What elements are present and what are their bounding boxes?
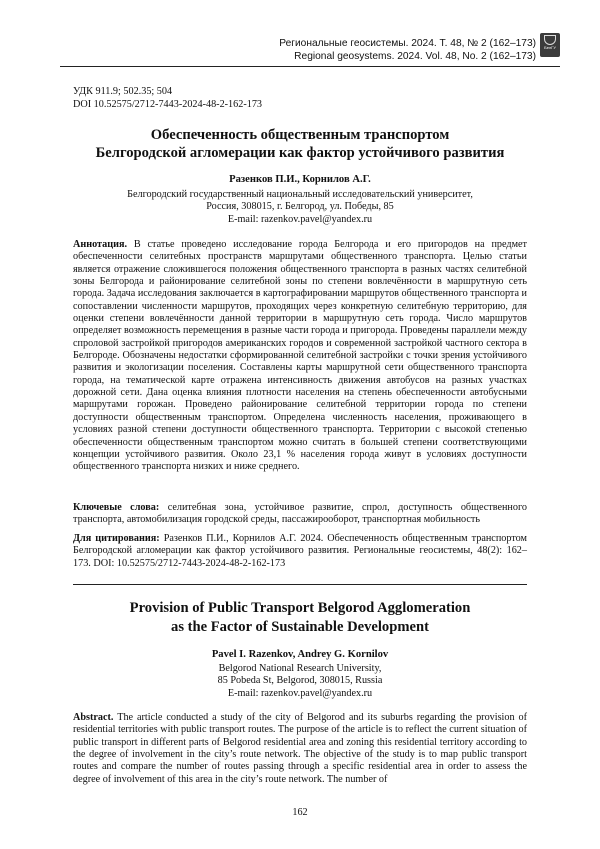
affiliation-en-email: E-mail: razenkov.pavel@yandex.ru: [227, 687, 373, 699]
header-rule: [60, 66, 560, 67]
affiliation-ru-line-2: Россия, 308015, г. Белгород, ул. Победы, 85: [206, 201, 394, 213]
authors-en: Pavel I. Razenkov, Andrey G. Kornilov: [211, 649, 389, 660]
university-logo-icon: [540, 33, 560, 57]
journal-citation-ru: Региональные геосистемы. 2024. Т. 48, № 2 (162–173): [279, 38, 536, 49]
affiliation-ru-line-1: Белгородский государственный национальный исследовательский университет,: [127, 189, 473, 200]
journal-header: [279, 37, 536, 63]
abstract-ru-text: В статье проведено исследование города Белгорода и его пригородов на предмет обеспеченности селитебных пространств маршрутами общественного транспорта. Целью статьи является отражение сложившегося положения общественного транспорта в разных частях селитебной зоны Белгорода и районирование селитебной зоны по степени вовлечённости в маршрутную сеть города. Задача исследования заключается в картографировании маршрутов общественного транспорта и сопоставлении численности маршрутов, проходящих через конкретную селитебную территорию, для оценки степени вовлечённости данной территории в маршрутную сеть города. Число маршрутов определяет возможность перемещения в разные части города и пригорода. Проведены параллели между спроловой застройкой пригородов американских городов и современной застройкой частного сектора в Белгороде. Обозначены недостатки сформированной селитебной застройки с точки зрения устойчивого развития и экологизации поселения. Составлены карты маршрутной сети общественного транспорта города, на тематической карте отражена интенсивность движения автобусов на разных участках дорожной сети. Дана оценка влияния плотности населения на степень обеспеченности автобусными маршрутами горожан. Проведено районирование селитебной территории города по степени доступности общественным транспортом. Определена численность населения, проживающего в условиях разной степени доступности общественного транспорта. Территории с высокой степенью обеспеченности общественным транспортом можно считать в большей степени соответствующими концепции устойчивого развития. Около 23,1 % населения города живут в условиях доступности общественного транспорта низких и ниже среднего.: [73, 239, 528, 473]
logo-text: БелГУ: [544, 45, 556, 50]
abstract-en: [73, 712, 527, 786]
affiliation-ru-email: E-mail: razenkov.pavel@yandex.ru: [227, 213, 373, 225]
affiliation-en-line-1: Belgorod National Research University,: [218, 663, 382, 674]
article-title-ru: [60, 126, 540, 162]
article-title-en: [60, 599, 540, 637]
keywords-ru: [73, 502, 527, 527]
section-divider: [73, 584, 527, 585]
crest-shape: [544, 35, 556, 45]
title-en-line-2: as the Factor of Sustainable Development: [171, 619, 429, 635]
title-en-line-1: Provision of Public Transport Belgorod Agglomeration: [129, 600, 471, 616]
affiliation-en-line-2: 85 Pobeda St, Belgorod, 308015, Russia: [217, 675, 383, 687]
authors-ru: Разенков П.И., Корнилов А.Г.: [229, 174, 371, 185]
affiliation-ru: [60, 189, 540, 226]
udk-code: УДК 911.9; 502.35; 504: [73, 86, 173, 97]
abstract-en-label: Abstract.: [73, 712, 114, 723]
citation-ru-label: Для цитирования:: [73, 533, 160, 544]
page-number: 162: [292, 807, 308, 818]
citation-ru-text: Разенков П.И., Корнилов А.Г. 2024. Обеспеченность общественным транспортом Белгородской агломерации как фактор устойчивого развития. Региональные геосистемы, 48(2): 162–173. DOI: 10.52575/2712-7443-2024-48-2-162-173: [73, 533, 527, 569]
abstract-ru-label: Аннотация.: [73, 239, 128, 250]
doi: DOI 10.52575/2712-7443-2024-48-2-162-173: [73, 99, 263, 110]
keywords-ru-label: Ключевые слова:: [73, 502, 160, 513]
title-ru-line-2: Белгородской агломерации как фактор устойчивого развития: [95, 145, 505, 161]
journal-citation-en: Regional geosystems. 2024. Vol. 48, No. 2 (162–173): [294, 51, 536, 62]
abstract-ru: [73, 239, 527, 474]
abstract-en-text: The article conducted a study of the city of Belgorod and its suburbs regarding the provision of residential territories with public transport routes. The purpose of the article is to reflect the current situation of public transport in different parts of Belgorod residential area and zoning this residential territory according to the degree of involvement in the city’s route network. The objective of the study is to map public transport routes and compare the number of routes passing through a specific residential area in order to assess the degree of involvement of this area in the city’s route network. The number of: [73, 712, 527, 785]
title-ru-line-1: Обеспеченность общественным транспортом: [150, 127, 450, 143]
keywords-ru-text: селитебная зона, устойчивое развитие, спрол, доступность общественного транспорта, автомобилизация городской среды, пассажирооборот, транспортная мобильность: [73, 502, 527, 526]
citation-ru: [73, 533, 527, 570]
identifiers: [73, 85, 262, 111]
affiliation-en: [60, 663, 540, 700]
